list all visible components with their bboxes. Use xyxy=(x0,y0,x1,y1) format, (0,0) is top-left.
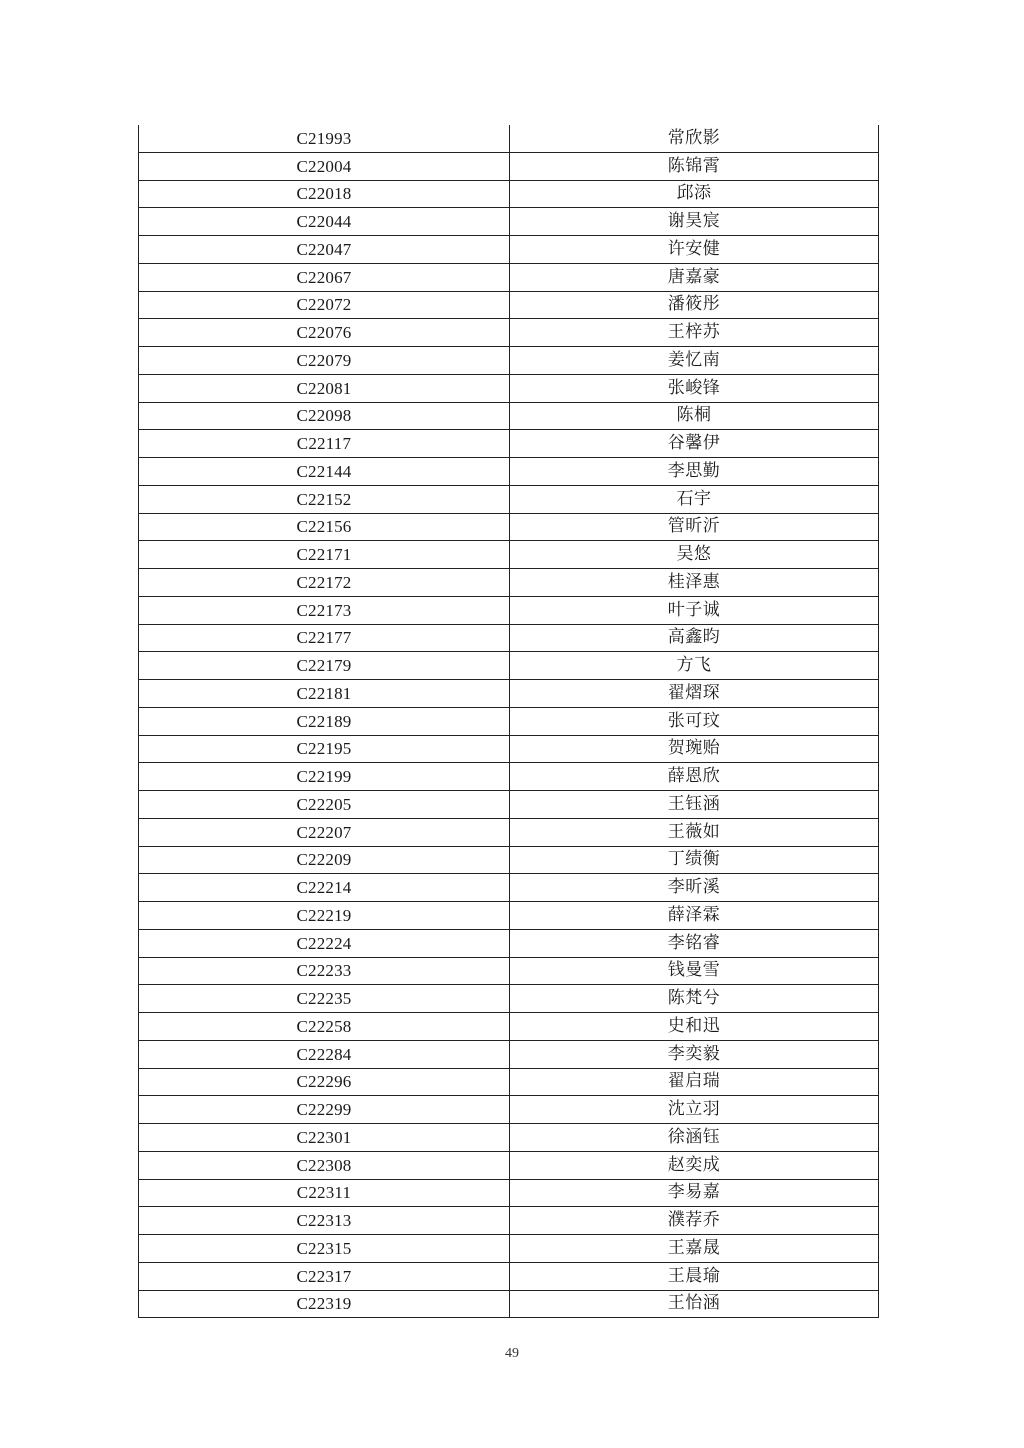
student-id-cell: C22076 xyxy=(139,319,510,347)
student-name-cell: 陈梵兮 xyxy=(510,985,879,1013)
student-name-cell: 常欣影 xyxy=(510,125,879,152)
student-name-cell: 翟熠琛 xyxy=(510,680,879,708)
student-name-cell: 姜忆南 xyxy=(510,347,879,375)
table-row xyxy=(139,929,879,957)
student-name-cell: 王梓苏 xyxy=(510,319,879,347)
student-id-cell: C22195 xyxy=(139,735,510,763)
page-number: 49 xyxy=(505,1346,519,1361)
table-row xyxy=(139,1290,879,1318)
student-id-cell: C22199 xyxy=(139,763,510,791)
student-name-cell: 叶子诚 xyxy=(510,596,879,624)
table-row xyxy=(139,319,879,347)
student-name-cell: 徐涵钰 xyxy=(510,1124,879,1152)
table-row xyxy=(139,791,879,819)
student-id-cell: C22308 xyxy=(139,1151,510,1179)
table-row xyxy=(139,1040,879,1068)
student-id-cell: C22004 xyxy=(139,152,510,180)
student-id-cell: C22235 xyxy=(139,985,510,1013)
student-name-cell: 钱曼雪 xyxy=(510,957,879,985)
student-name-cell: 张峻锋 xyxy=(510,374,879,402)
student-id-cell: C22117 xyxy=(139,430,510,458)
table-row xyxy=(139,569,879,597)
student-id-cell: C22315 xyxy=(139,1235,510,1263)
table-row xyxy=(139,291,879,319)
student-name-cell: 王钰涵 xyxy=(510,791,879,819)
table-row xyxy=(139,374,879,402)
table-row xyxy=(139,1013,879,1041)
student-id-cell: C22018 xyxy=(139,180,510,208)
student-id-cell: C22172 xyxy=(139,569,510,597)
table-row xyxy=(139,818,879,846)
student-name-cell: 吴悠 xyxy=(510,541,879,569)
student-id-cell: C22233 xyxy=(139,957,510,985)
student-id-cell: C22214 xyxy=(139,874,510,902)
table-row xyxy=(139,513,879,541)
student-id-cell: C22067 xyxy=(139,263,510,291)
student-name-cell: 石宇 xyxy=(510,485,879,513)
table-row xyxy=(139,957,879,985)
table-row xyxy=(139,735,879,763)
table-row xyxy=(139,846,879,874)
student-id-cell: C22317 xyxy=(139,1262,510,1290)
table-row xyxy=(139,985,879,1013)
table-row xyxy=(139,1207,879,1235)
student-id-cell: C22144 xyxy=(139,458,510,486)
student-name-cell: 许安健 xyxy=(510,236,879,264)
table-row xyxy=(139,1151,879,1179)
table-row xyxy=(139,125,879,152)
student-name-cell: 谢昊宸 xyxy=(510,208,879,236)
student-name-cell: 王嘉晟 xyxy=(510,1235,879,1263)
table-row xyxy=(139,347,879,375)
student-name-cell: 桂泽惠 xyxy=(510,569,879,597)
student-name-cell: 丁绩衡 xyxy=(510,846,879,874)
student-id-cell: C22258 xyxy=(139,1013,510,1041)
student-id-cell: C22301 xyxy=(139,1124,510,1152)
student-name-cell: 王怡涵 xyxy=(510,1290,879,1318)
table-row xyxy=(139,680,879,708)
student-id-cell: C22044 xyxy=(139,208,510,236)
student-id-cell: C22224 xyxy=(139,929,510,957)
table-row xyxy=(139,263,879,291)
student-name-cell: 薛恩欣 xyxy=(510,763,879,791)
table-row xyxy=(139,1096,879,1124)
table-row xyxy=(139,541,879,569)
table-row xyxy=(139,1068,879,1096)
student-id-cell: C22181 xyxy=(139,680,510,708)
student-name-cell: 李易嘉 xyxy=(510,1179,879,1207)
student-name-cell: 李铭睿 xyxy=(510,929,879,957)
student-id-cell: C22156 xyxy=(139,513,510,541)
student-name-cell: 唐嘉豪 xyxy=(510,263,879,291)
student-id-cell: C22079 xyxy=(139,347,510,375)
student-id-cell: C22072 xyxy=(139,291,510,319)
student-name-cell: 薛泽霖 xyxy=(510,902,879,930)
table-row xyxy=(139,596,879,624)
student-id-cell: C22219 xyxy=(139,902,510,930)
student-id-cell: C22171 xyxy=(139,541,510,569)
table-row xyxy=(139,624,879,652)
table-row xyxy=(139,485,879,513)
table-row xyxy=(139,1235,879,1263)
student-id-cell: C21993 xyxy=(139,125,510,152)
student-name-cell: 邱添 xyxy=(510,180,879,208)
table-row xyxy=(139,152,879,180)
table-row xyxy=(139,652,879,680)
student-name-cell: 管昕沂 xyxy=(510,513,879,541)
student-id-cell: C22177 xyxy=(139,624,510,652)
student-name-cell: 谷馨伊 xyxy=(510,430,879,458)
roster-table xyxy=(138,125,879,1318)
student-id-cell: C22081 xyxy=(139,374,510,402)
student-id-cell: C22205 xyxy=(139,791,510,819)
student-id-cell: C22284 xyxy=(139,1040,510,1068)
student-id-cell: C22296 xyxy=(139,1068,510,1096)
student-id-cell: C22299 xyxy=(139,1096,510,1124)
student-name-cell: 陈桐 xyxy=(510,402,879,430)
table-row xyxy=(139,902,879,930)
table-row xyxy=(139,180,879,208)
student-id-cell: C22207 xyxy=(139,818,510,846)
table-row xyxy=(139,1124,879,1152)
student-name-cell: 赵奕成 xyxy=(510,1151,879,1179)
student-name-cell: 贺琬贻 xyxy=(510,735,879,763)
table-row xyxy=(139,1262,879,1290)
student-id-cell: C22098 xyxy=(139,402,510,430)
student-name-cell: 潘筱彤 xyxy=(510,291,879,319)
student-id-cell: C22173 xyxy=(139,596,510,624)
student-name-cell: 张可玟 xyxy=(510,707,879,735)
student-name-cell: 高鑫昀 xyxy=(510,624,879,652)
table-row xyxy=(139,208,879,236)
student-name-cell: 史和迅 xyxy=(510,1013,879,1041)
student-id-cell: C22311 xyxy=(139,1179,510,1207)
student-name-cell: 陈锦霄 xyxy=(510,152,879,180)
student-name-cell: 沈立羽 xyxy=(510,1096,879,1124)
student-id-cell: C22152 xyxy=(139,485,510,513)
table-row xyxy=(139,430,879,458)
table-row xyxy=(139,402,879,430)
student-name-cell: 李奕毅 xyxy=(510,1040,879,1068)
student-name-cell: 翟启瑞 xyxy=(510,1068,879,1096)
table-row xyxy=(139,458,879,486)
student-name-cell: 李思勤 xyxy=(510,458,879,486)
student-name-cell: 濮荐乔 xyxy=(510,1207,879,1235)
table-row xyxy=(139,763,879,791)
student-name-cell: 王晨瑜 xyxy=(510,1262,879,1290)
table-row xyxy=(139,874,879,902)
student-id-cell: C22313 xyxy=(139,1207,510,1235)
roster-table-body xyxy=(139,125,879,1318)
student-id-cell: C22179 xyxy=(139,652,510,680)
student-id-cell: C22319 xyxy=(139,1290,510,1318)
table-row xyxy=(139,707,879,735)
table-row xyxy=(139,1179,879,1207)
student-id-cell: C22209 xyxy=(139,846,510,874)
student-id-cell: C22189 xyxy=(139,707,510,735)
student-name-cell: 方飞 xyxy=(510,652,879,680)
student-id-cell: C22047 xyxy=(139,236,510,264)
student-name-cell: 王薇如 xyxy=(510,818,879,846)
student-name-cell: 李昕溪 xyxy=(510,874,879,902)
table-row xyxy=(139,236,879,264)
